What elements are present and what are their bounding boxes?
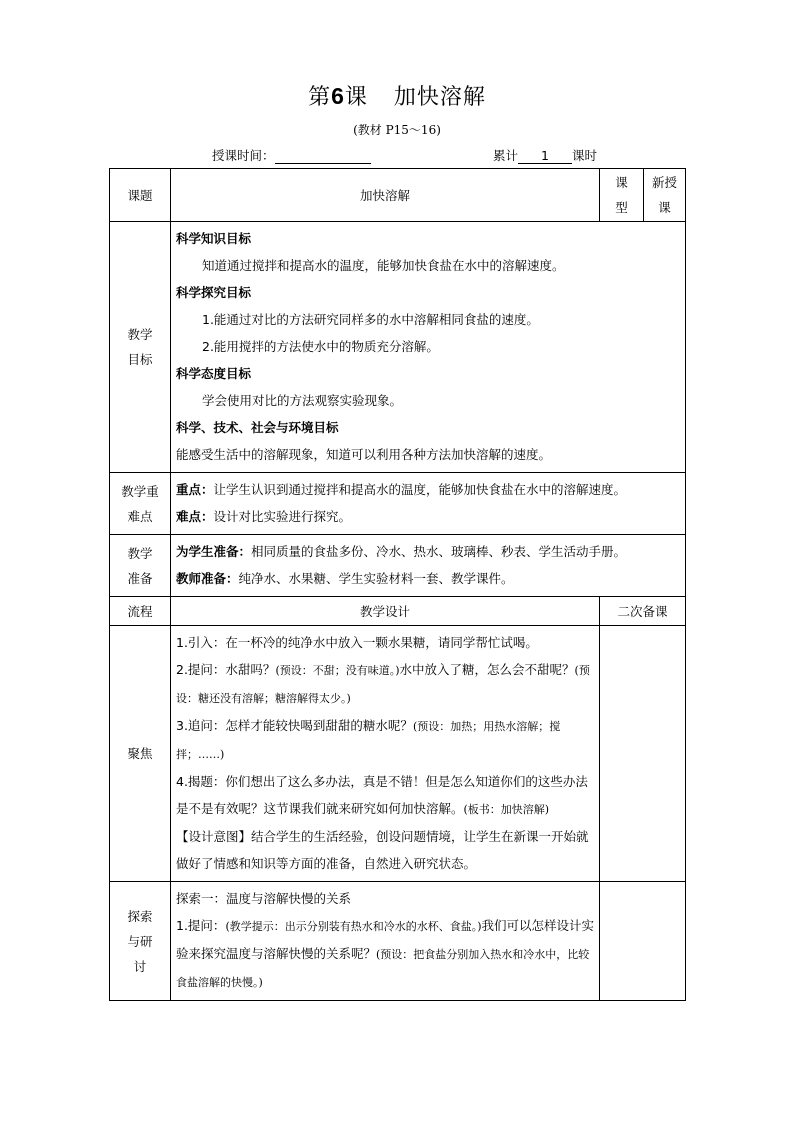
- second-prep-header: 二次备课: [600, 597, 686, 626]
- lesson-name: 加快溶解: [393, 85, 486, 110]
- type-value: 新授课: [644, 169, 686, 222]
- process-header: 流程: [110, 597, 171, 626]
- cumulative-label: 累计: [493, 148, 519, 163]
- explore-second-prep: [600, 882, 686, 1001]
- student-prep-label: 为学生准备：: [176, 544, 252, 559]
- difficulty-line: [176, 503, 681, 530]
- objective-heading: 科学态度目标: [176, 366, 252, 381]
- topic-label: 课题: [110, 169, 171, 222]
- teaching-time-blank: [275, 149, 371, 164]
- title-prefix: 第: [308, 85, 332, 110]
- teaching-time-label: 授课时间：: [212, 148, 275, 163]
- key-points-content: [171, 473, 686, 535]
- preparation-label: 教学准备: [110, 535, 171, 597]
- lesson-number: 6: [331, 83, 345, 109]
- key-points-label: 教学重难点: [110, 473, 171, 535]
- explore-sub-heading: 探索一：温度与溶解快慢的关系: [176, 891, 352, 906]
- key-points-row: [110, 473, 686, 535]
- objectives-row: [110, 222, 686, 473]
- teaching-time: [212, 146, 371, 164]
- focus-label: 重点：: [176, 482, 214, 497]
- objective-item: 能感受生活中的溶解现象，知道可以利用各种方法加快溶解的速度。: [176, 447, 552, 462]
- teacher-prep-label: 教师准备：: [176, 571, 239, 586]
- focus-line: [176, 476, 681, 503]
- cumulative-value: 1: [518, 148, 572, 164]
- explore-section-content: [171, 882, 600, 1001]
- objective-heading: 科学知识目标: [176, 231, 252, 246]
- focus-second-prep: [600, 626, 686, 882]
- design-intent: 【设计意图】结合学生的生活经验，创设问题情境，让学生在新课一开始就做好了情感和知识等方面的准备，自然进入研究状态。: [176, 829, 589, 871]
- focus-row: [110, 626, 686, 882]
- objective-heading: 科学探究目标: [176, 285, 252, 300]
- cumulative-periods: [493, 146, 597, 164]
- type-label: 课型: [600, 169, 644, 222]
- objective-heading: 科学、技术、社会与环境目标: [176, 420, 339, 435]
- focus-section-content: [171, 626, 600, 882]
- difficulty-label: 难点：: [176, 509, 214, 524]
- student-prep-text: 相同质量的食盐多份、冷水、热水、玻璃棒、秒表、学生活动手册。: [251, 544, 627, 559]
- title-suffix: 课: [344, 85, 368, 110]
- teacher-prep-text: 纯净水、水果糖、学生实验材料一套、教学课件。: [238, 571, 514, 586]
- preparation-row: [110, 535, 686, 597]
- explore-step: 1.提问：(教学提示：出示分别装有热水和冷水的水杯、食盐。)我们可以怎样设计实验来探究温度与溶解快慢的关系呢？(预设：把食盐分别加入热水和冷水中，比较食盐溶解的快慢。): [176, 918, 595, 989]
- focus-step: 3.追问：怎样才能较快喝到甜甜的糖水呢？(预设：加热；用热水溶解；搅拌；……): [176, 718, 561, 761]
- objectives-content: [171, 222, 686, 473]
- period-label: 课时: [572, 148, 598, 163]
- objective-item: 2.能用搅拌的方法使水中的物质充分溶解。: [202, 339, 439, 354]
- textbook-reference: (教材 P15～16): [353, 123, 441, 137]
- focus-step: 2.提问：水甜吗？(预设：不甜；没有味道。)水中放入了糖，怎么会不甜呢？(预设：糖还没有溶解；糖溶解得太少。): [176, 662, 590, 705]
- objective-item: 知道通过搅拌和提高水的温度，能够加快食盐在水中的溶解速度。: [202, 258, 565, 273]
- design-header: 教学设计: [171, 597, 600, 626]
- flow-header-row: [110, 597, 686, 626]
- teacher-prep-line: [176, 565, 681, 592]
- student-prep-line: [176, 538, 681, 565]
- difficulty-text: 设计对比实验进行探究。: [213, 509, 352, 524]
- objectives-label: 教学目标: [110, 222, 171, 473]
- preparation-content: [171, 535, 686, 597]
- topic-value: 加快溶解: [171, 169, 600, 222]
- objective-item: 学会使用对比的方法观察实验现象。: [202, 393, 403, 408]
- explore-section-label: 探索与研讨: [110, 882, 171, 1001]
- lesson-plan-table: [109, 168, 686, 1001]
- focus-step: 1.引入：在一杯冷的纯净水中放入一颗水果糖，请同学帮忙试喝。: [176, 635, 538, 650]
- page-title: [0, 80, 794, 111]
- focus-section-label: 聚焦: [110, 626, 171, 882]
- focus-step: 4.揭题：你们想出了这么多办法，真是不错！但是怎么知道你们的这些办法是不是有效呢？这节课我们就来研究如何加快溶解。(板书：加快溶解): [176, 774, 588, 816]
- topic-row: [110, 169, 686, 222]
- objective-item: 1.能通过对比的方法研究同样多的水中溶解相同食盐的速度。: [202, 312, 539, 327]
- explore-row: [110, 882, 686, 1001]
- focus-text: 让学生认识到通过搅拌和提高水的温度，能够加快食盐在水中的溶解速度。: [213, 482, 627, 497]
